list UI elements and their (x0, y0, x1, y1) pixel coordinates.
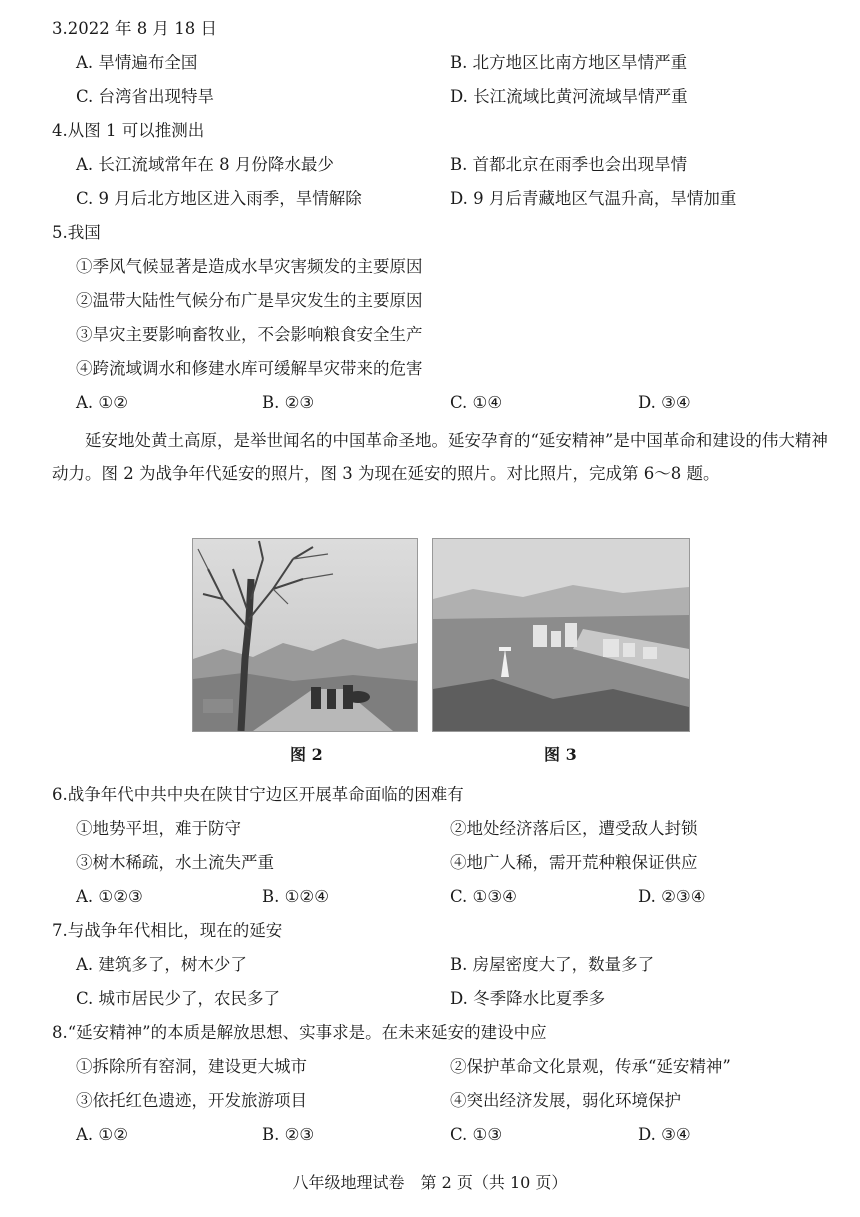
figure-2-caption: 图 2 (290, 745, 323, 764)
passage: 延安地处黄土高原，是举世闻名的中国革命圣地。延安孕育的“延安精神”是中国革命和建设的伟大精神动力。图 2 为战争年代延安的照片，图 3 为现在延安的照片。对比照片，完成第 6～8 题。 (52, 431, 828, 483)
q3-option-d: D. 长江流域比黄河流域旱情严重 (450, 87, 688, 106)
q7-option-a: A. 建筑多了，树木少了 (76, 955, 247, 974)
figure-2-photo (192, 538, 418, 732)
q3-option-a: A. 旱情遍布全国 (76, 53, 198, 72)
q5-statement-1: ①季风气候显著是造成水旱灾害频发的主要原因 (76, 257, 423, 276)
q6-stem: 6.战争年代中共中央在陕甘宁边区开展革命面临的困难有 (52, 785, 464, 804)
q7-stem: 7.与战争年代相比，现在的延安 (52, 921, 283, 940)
figure-3-image (433, 539, 689, 731)
q8-statement-3: ③依托红色遗迹，开发旅游项目 (76, 1091, 307, 1110)
q8-statement-4: ④突出经济发展，弱化环境保护 (450, 1091, 681, 1110)
q7-option-d: D. 冬季降水比夏季多 (450, 989, 606, 1008)
q8-option-c: C. ①③ (450, 1125, 503, 1144)
q6-statement-2: ②地处经济落后区，遭受敌人封锁 (450, 819, 698, 838)
figure-3-caption: 图 3 (544, 745, 577, 764)
q6-option-d: D. ②③④ (638, 887, 706, 906)
q3-option-c: C. 台湾省出现特旱 (76, 87, 215, 106)
q5-option-d: D. ③④ (638, 393, 691, 412)
q5-stem: 5.我国 (52, 223, 101, 242)
q8-option-d: D. ③④ (638, 1125, 691, 1144)
q4-option-c: C. 9 月后北方地区进入雨季，旱情解除 (76, 189, 362, 208)
q4-option-b: B. 首都北京在雨季也会出现旱情 (450, 155, 688, 174)
q5-option-c: C. ①④ (450, 393, 503, 412)
q6-option-a: A. ①②③ (76, 887, 143, 906)
q6-statement-4: ④地广人稀，需开荒种粮保证供应 (450, 853, 698, 872)
q5-statement-4: ④跨流域调水和修建水库可缓解旱灾带来的危害 (76, 359, 423, 378)
q4-stem: 4.从图 1 可以推测出 (52, 121, 205, 140)
q6-statement-1: ①地势平坦，难于防守 (76, 819, 241, 838)
figure-2-image (193, 539, 417, 731)
q6-option-b: B. ①②④ (262, 887, 329, 906)
q7-option-b: B. 房屋密度大了，数量多了 (450, 955, 655, 974)
q8-stem: 8.“延安精神”的本质是解放思想、实事求是。在未来延安的建设中应 (52, 1023, 547, 1042)
q5-option-b: B. ②③ (262, 393, 315, 412)
q8-statement-1: ①拆除所有窑洞，建设更大城市 (76, 1057, 307, 1076)
q5-option-a: A. ①② (76, 393, 128, 412)
q8-statement-2: ②保护革命文化景观，传承“延安精神” (450, 1057, 731, 1076)
q8-option-b: B. ②③ (262, 1125, 315, 1144)
q8-option-a: A. ①② (76, 1125, 128, 1144)
figure-3-photo (432, 538, 690, 732)
page-footer: 八年级地理试卷 第 2 页（共 10 页） (292, 1173, 568, 1192)
q6-option-c: C. ①③④ (450, 887, 517, 906)
q4-option-a: A. 长江流域常年在 8 月份降水最少 (76, 155, 334, 174)
q5-statement-3: ③旱灾主要影响畜牧业，不会影响粮食安全生产 (76, 325, 423, 344)
q3-option-b: B. 北方地区比南方地区旱情严重 (450, 53, 688, 72)
q3-stem: 3.2022 年 8 月 18 日 (52, 19, 217, 38)
q7-option-c: C. 城市居民少了，农民多了 (76, 989, 281, 1008)
q5-statement-2: ②温带大陆性气候分布广是旱灾发生的主要原因 (76, 291, 423, 310)
q4-option-d: D. 9 月后青藏地区气温升高，旱情加重 (450, 189, 737, 208)
q6-statement-3: ③树木稀疏，水土流失严重 (76, 853, 274, 872)
